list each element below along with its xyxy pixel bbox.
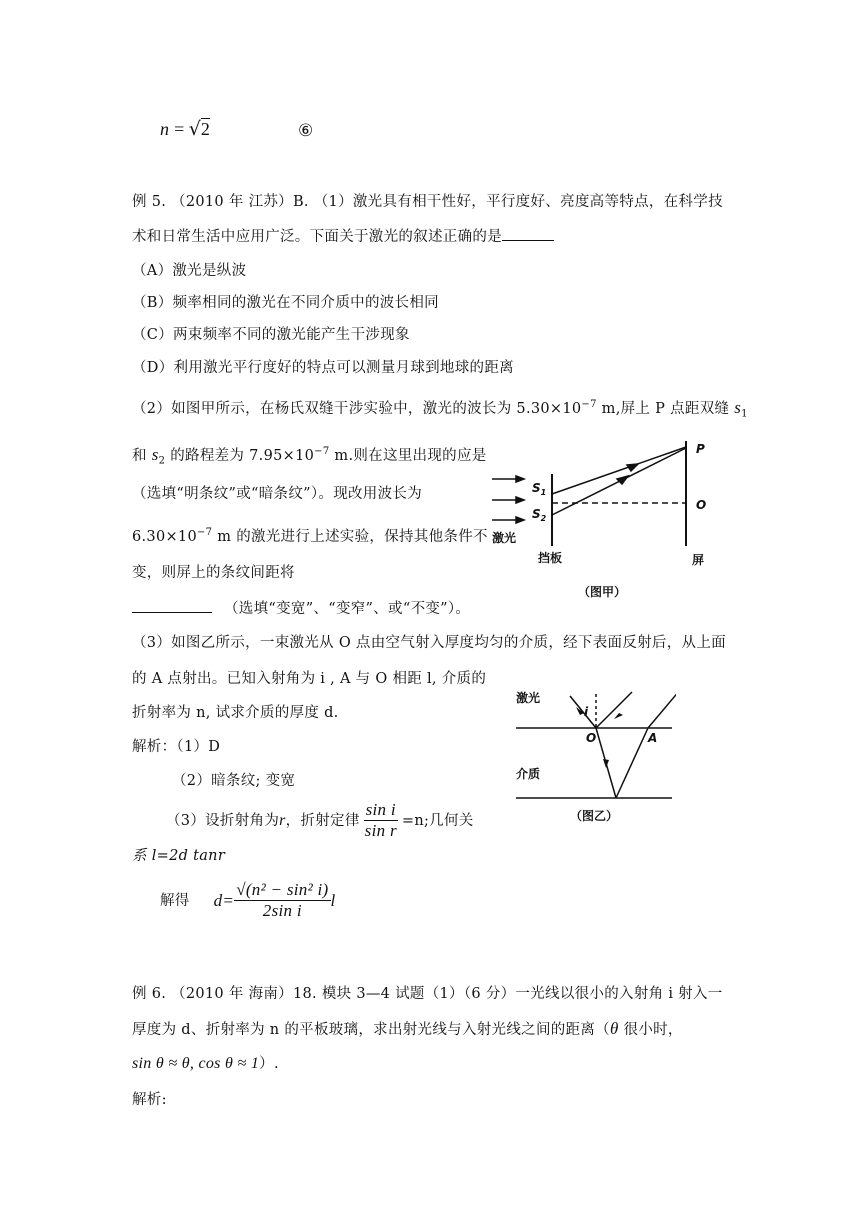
exit-ray <box>648 690 676 728</box>
option-a: （A）激光是纵波 <box>132 263 247 279</box>
label-angle-i: i <box>584 705 589 719</box>
incident-ray <box>570 696 596 728</box>
label-plate: 挡板 <box>538 551 563 565</box>
ex5-line1: 例 5. （2010 年 江苏）B. （1）激光具有相干性好，平行度好、亮度高等特点，在科学技 <box>132 194 723 210</box>
eq-radicand: 2 <box>200 119 210 139</box>
option-d: （D）利用激光平行度好的特点可以测量月球到地球的距离 <box>132 360 514 376</box>
answer-blank-2 <box>132 598 212 613</box>
figure-jia-caption: （图甲） <box>578 585 627 599</box>
label-yi-medium: 介质 <box>516 767 541 781</box>
label-s2: $S_2$ <box>532 507 547 523</box>
option-b: （B）频率相同的激光在不同介质中的波长相同 <box>132 295 439 311</box>
answer-blank <box>502 226 554 241</box>
label-yi-laser: 激光 <box>516 691 541 705</box>
part3-line1: （3）如图乙所示，一束激光从 O 点由空气射入厚度均匀的介质，经下表面反射后，从上面 <box>132 635 726 651</box>
part3-line3: 折射率为 n, 试求介质的厚度 d. <box>132 705 339 721</box>
refracted-up <box>616 728 648 798</box>
solution-final: 解得 d= $\frac{\text{√(n² − sin² i)}}{\text{2sin i}}$ l <box>160 880 336 920</box>
label-yi-a: A <box>648 731 658 745</box>
equation-n-sqrt2: n = √2 <box>160 118 210 140</box>
label-o: O <box>696 498 707 512</box>
snell-fraction: $\frac{\text{sin i}}{\text{sin r}}$ <box>364 800 397 840</box>
reflected-ray <box>596 692 632 728</box>
part2-line3: （选填“明条纹”或“暗条纹”）。现改用波长为 <box>132 486 422 502</box>
part2-line5: 变，则屏上的条纹间距将 <box>132 565 295 581</box>
label-laser: 激光 <box>492 531 517 545</box>
figure-yi <box>512 684 676 826</box>
ray-s1-p <box>552 447 686 494</box>
eq-lhs: n <box>160 119 169 139</box>
label-s1: $S_1$ <box>532 481 547 497</box>
ex6-line3: sin θ ≈ θ, cos θ ≈ 1）. <box>132 1055 279 1072</box>
part3-line2: 的 A 点射出。已知入射角为 i , A 与 O 相距 l, 介质的 <box>132 671 487 687</box>
solution-part3: （3）设折射角为 r ，折射定律 $\frac{\text{sin i}}{\text{sin r}}$ =n;几何关 <box>166 800 474 840</box>
solution-geometry: 系 l=2d tanr <box>132 848 226 864</box>
equation-marker: ⑥ <box>298 121 314 141</box>
label-p: P <box>696 442 705 456</box>
part2-line4: $6.30\times 10^{-7}$ m 的激光进行上述实验，保持其他条件不 <box>132 527 488 545</box>
ex6-line1: 例 6. （2010 年 海南）18. 模块 3—4 试题（1）（6 分）一光线以很小的入射角 i 射入一 <box>132 986 723 1002</box>
label-yi-o: O <box>586 731 597 745</box>
part2-line6: （选填“变宽”、“变窄”、或“不变”）。 <box>132 598 470 619</box>
option-c: （C）两束频率不同的激光能产生干涉现象 <box>132 327 410 343</box>
figure-jia <box>486 436 722 606</box>
thickness-fraction: $\frac{\text{√(n² − sin² i)}}{\text{2sin i}}$ <box>236 880 329 920</box>
ex5-line2: 术和日常生活中应用广泛。下面关于激光的叙述正确的是 <box>132 226 554 247</box>
part2-line2: 和 $s_2$ 的路程差为 $7.95\times 10^{-7}$ m.则在这里出现的应是 <box>132 444 487 467</box>
sqrt-symbol: √ <box>188 118 201 140</box>
figure-yi-caption: （图乙） <box>570 809 619 823</box>
label-screen: 屏 <box>692 553 705 567</box>
ex6-line2: 厚度为 d、折射率为 n 的平板玻璃，求出射光线与入射光线之间的距离（θ 很小时， <box>132 1019 683 1038</box>
solution-part1: 解析：（1）D <box>132 739 221 755</box>
solution-part2: （2）暗条纹; 变宽 <box>172 773 296 789</box>
ex6-solution-label: 解析: <box>132 1092 167 1108</box>
part2-line1: （2）如图甲所示，在杨氏双缝干涉实验中，激光的波长为 $5.30\times 10^{-7}$ m,屏上 P 点距双缝 $s_1$ <box>132 397 748 420</box>
